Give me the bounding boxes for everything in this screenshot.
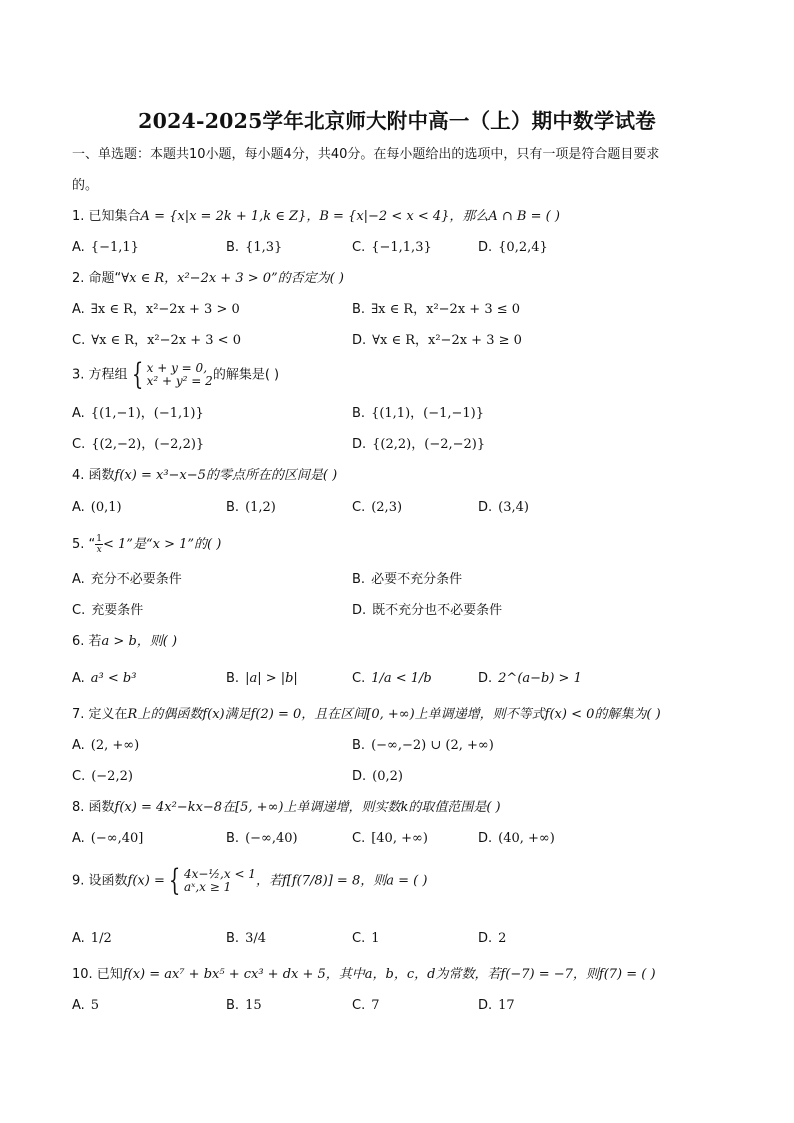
question-1-stem <box>72 208 560 226</box>
question-5-math: < 1”是“x > 1”的( ) <box>103 537 222 552</box>
option-label: B. <box>226 931 240 946</box>
question-7-math: R上的偶函数f(x)满足f(2) = 0，且在区间[0, +∞)上单调递增，则不等式f(x) < 0的解集为( ) <box>127 707 661 722</box>
option-label: B. <box>352 738 366 753</box>
option-label: A. <box>72 572 85 587</box>
question-6-prefix: 6. 若 <box>72 634 102 649</box>
question-2-math: ∀x ∈ R，x²−2x + 3 > 0”的否定为( ) <box>121 271 344 286</box>
option-value: a³ < b³ <box>90 671 137 686</box>
option-value: 1/a < 1/b <box>371 671 432 686</box>
question-9-stem <box>72 863 428 898</box>
left-brace-icon: { <box>168 863 181 898</box>
option-value: {(1,1)，(−1,−1)} <box>371 406 485 421</box>
option-value: ∃x ∈ R，x²−2x + 3 > 0 <box>90 302 240 317</box>
question-9-math: f(x) = <box>127 873 165 889</box>
option-label: D. <box>352 333 367 348</box>
option-label: D. <box>352 769 367 784</box>
option-label: C. <box>352 671 366 686</box>
question-4-prefix: 4. 函数 <box>72 468 115 483</box>
option-value: 3/4 <box>245 931 266 946</box>
option-label: A. <box>72 406 85 421</box>
question-2-option-d[interactable] <box>352 332 522 350</box>
option-label: D. <box>478 931 493 946</box>
question-6-option-d[interactable] <box>478 670 582 688</box>
option-value: (−∞,40] <box>90 831 144 846</box>
option-value: {−1,1} <box>90 240 139 255</box>
option-label: A. <box>72 831 85 846</box>
option-label: B. <box>226 998 240 1013</box>
question-8-option-a[interactable] <box>72 830 143 848</box>
option-value: 2 <box>498 931 507 946</box>
option-label: B. <box>226 240 240 255</box>
question-9-option-b[interactable] <box>226 930 266 948</box>
option-value: {(1,−1)，(−1,1)} <box>90 406 204 421</box>
equation-row: x + y = 0, <box>146 361 208 375</box>
option-value: 既不充分也不必要条件 <box>372 603 503 618</box>
option-label: B. <box>352 302 366 317</box>
question-2-option-a[interactable] <box>72 301 240 319</box>
question-1-option-d[interactable] <box>478 239 548 257</box>
option-value: {0,2,4} <box>498 240 548 255</box>
question-5-stem <box>72 534 221 555</box>
option-label: B. <box>226 831 240 846</box>
question-1-option-c[interactable] <box>352 239 432 257</box>
question-3-suffix: 的解集是( ) <box>212 367 280 383</box>
question-9-prefix: 9. 设函数 <box>72 873 128 889</box>
option-label: B. <box>226 671 240 686</box>
question-3-option-b[interactable] <box>352 405 484 423</box>
piecewise-system <box>184 868 256 894</box>
option-label: D. <box>478 831 493 846</box>
question-9-suffix: ，若f[f(7/8)] = 8，则a = ( ) <box>255 873 428 889</box>
option-label: C. <box>72 437 86 452</box>
fraction-numerator: 1 <box>96 534 103 544</box>
equation-row: x² + y² = 2 <box>146 374 213 388</box>
option-value: ∀x ∈ R，x²−2x + 3 ≥ 0 <box>372 333 522 348</box>
option-label: C. <box>352 931 366 946</box>
option-label: C. <box>72 333 86 348</box>
option-label: C. <box>352 998 366 1013</box>
option-label: B. <box>352 406 366 421</box>
option-label: A. <box>72 671 85 686</box>
option-value: (2, +∞) <box>90 738 140 753</box>
question-4-stem <box>72 467 337 485</box>
question-1-option-b[interactable] <box>226 239 282 257</box>
option-value: 7 <box>371 998 380 1013</box>
option-value: ∀x ∈ R，x²−2x + 3 < 0 <box>91 333 241 348</box>
fraction-denominator: x <box>96 545 102 555</box>
option-label: D. <box>478 671 493 686</box>
question-5-option-d[interactable] <box>352 602 502 620</box>
question-8-stem <box>72 799 501 817</box>
option-value: 1/2 <box>90 931 112 946</box>
option-value: 1 <box>371 931 380 946</box>
question-6-math: a > b，则( ) <box>101 634 178 649</box>
question-8-option-d[interactable] <box>478 830 555 848</box>
question-6-option-a[interactable] <box>72 670 136 688</box>
option-label: A. <box>72 738 85 753</box>
option-label: C. <box>72 769 86 784</box>
option-value: (−2,2) <box>91 769 133 784</box>
question-10-option-b[interactable] <box>226 997 262 1015</box>
option-value: {−1,1,3} <box>371 240 432 255</box>
option-label: A. <box>72 240 85 255</box>
option-value: (−∞,40) <box>245 831 298 846</box>
option-value: 15 <box>245 998 262 1013</box>
page-title: 2024-2025学年北京师大附中高一（上）期中数学试卷 <box>138 109 656 133</box>
piecewise-row: 4x−½,x < 1 <box>183 867 256 881</box>
question-8-option-b[interactable] <box>226 830 298 848</box>
option-label: A. <box>72 931 85 946</box>
question-7-option-a[interactable] <box>72 737 139 755</box>
equation-system <box>147 362 213 388</box>
option-value: (3,4) <box>498 500 529 515</box>
question-7-option-b[interactable] <box>352 737 494 755</box>
question-2-option-c[interactable] <box>72 332 241 350</box>
question-7-stem <box>72 706 661 724</box>
question-3-stem <box>72 357 280 392</box>
option-label: A. <box>72 500 85 515</box>
option-value: 充分不必要条件 <box>90 572 182 587</box>
option-label: D. <box>478 998 493 1013</box>
option-label: C. <box>352 500 366 515</box>
option-value: 17 <box>498 998 515 1013</box>
question-8-option-c[interactable] <box>352 830 428 848</box>
question-5-option-a[interactable] <box>72 571 182 589</box>
option-value: (0,2) <box>372 769 403 784</box>
option-value: [40, +∞) <box>371 831 428 846</box>
option-value: (−∞,−2) ∪ (2, +∞) <box>371 738 494 753</box>
question-1-prefix: 1. 已知集合 <box>72 209 141 224</box>
option-value: (40, +∞) <box>498 831 555 846</box>
question-6-stem <box>72 633 177 651</box>
question-7-prefix: 7. 定义在 <box>72 707 128 722</box>
question-1-math: A = {x|x = 2k + 1,k ∈ Z}，B = {x|−2 < x < 4}，那么A ∩ B = ( ) <box>140 209 560 224</box>
question-3-prefix: 3. 方程组 <box>72 367 128 383</box>
question-4-option-a[interactable] <box>72 499 122 517</box>
question-3-option-d[interactable] <box>352 436 485 454</box>
question-8-math: f(x) = 4x²−kx−8在[5, +∞)上单调递增，则实数k的取值范围是( ) <box>114 800 501 815</box>
question-5-option-b[interactable] <box>352 571 462 589</box>
option-label: B. <box>226 500 240 515</box>
option-label: C. <box>352 240 366 255</box>
option-label: D. <box>478 500 493 515</box>
option-label: A. <box>72 998 85 1013</box>
question-3-option-c[interactable] <box>72 436 204 454</box>
question-9-option-c[interactable] <box>352 930 380 948</box>
option-label: D. <box>352 603 367 618</box>
question-2-prefix: 2. 命题“ <box>72 271 122 286</box>
option-value: {1,3} <box>245 240 283 255</box>
option-value: (1,2) <box>245 500 276 515</box>
option-value: 5 <box>90 998 100 1013</box>
option-value: {(2,2)，(−2,−2)} <box>372 437 486 452</box>
option-value: 充要条件 <box>91 603 144 618</box>
option-value: {(2,−2)，(−2,2)} <box>91 437 205 452</box>
question-5-prefix: 5. “ <box>72 537 96 552</box>
question-10-stem <box>72 966 656 984</box>
question-7-option-c[interactable] <box>72 768 133 786</box>
option-label: C. <box>352 831 366 846</box>
option-value: ∃x ∈ R，x²−2x + 3 ≤ 0 <box>371 302 521 317</box>
question-4-math: f(x) = x³−x−5的零点所在的区间是( ) <box>114 468 338 483</box>
option-value: (0,1) <box>90 500 122 515</box>
question-9-option-a[interactable] <box>72 930 112 948</box>
question-8-prefix: 8. 函数 <box>72 800 115 815</box>
section-instructions-line1: 一、单选题：本题共10小题，每小题4分，共40分。在每小题给出的选项中，只有一项是符合题目要求 <box>72 147 660 162</box>
question-10-math: f(x) = ax⁷ + bx⁵ + cx³ + dx + 5，其中a，b，c，d为常数，若f(−7) = −7，则f(7) = ( ) <box>122 967 656 982</box>
question-2-stem <box>72 270 344 288</box>
section-instructions-line2: 的。 <box>72 178 99 193</box>
question-2-option-b[interactable] <box>352 301 520 319</box>
option-label: B. <box>352 572 366 587</box>
option-label: D. <box>352 437 367 452</box>
option-value: 2^(a−b) > 1 <box>498 671 582 686</box>
left-brace-icon: { <box>131 357 143 392</box>
question-3-option-a[interactable] <box>72 405 204 423</box>
question-10-option-d[interactable] <box>478 997 515 1015</box>
option-label: A. <box>72 302 85 317</box>
question-5-option-c[interactable] <box>72 602 143 620</box>
option-value: (2,3) <box>371 500 403 515</box>
question-4-option-d[interactable] <box>478 499 529 517</box>
question-7-option-d[interactable] <box>352 768 403 786</box>
question-6-option-c[interactable] <box>352 670 432 688</box>
question-10-prefix: 10. 已知 <box>72 967 123 982</box>
question-10-option-a[interactable] <box>72 997 99 1015</box>
piecewise-row: aˣ,x ≥ 1 <box>183 880 232 894</box>
question-10-option-c[interactable] <box>352 997 380 1015</box>
question-6-option-b[interactable] <box>226 670 298 688</box>
option-value: 必要不充分条件 <box>371 572 463 587</box>
option-value: |a| > |b| <box>245 671 298 686</box>
option-label: D. <box>478 240 493 255</box>
fraction <box>95 534 103 555</box>
question-9-option-d[interactable] <box>478 930 506 948</box>
question-4-option-b[interactable] <box>226 499 276 517</box>
option-label: C. <box>72 603 86 618</box>
question-4-option-c[interactable] <box>352 499 402 517</box>
question-1-option-a[interactable] <box>72 239 139 257</box>
